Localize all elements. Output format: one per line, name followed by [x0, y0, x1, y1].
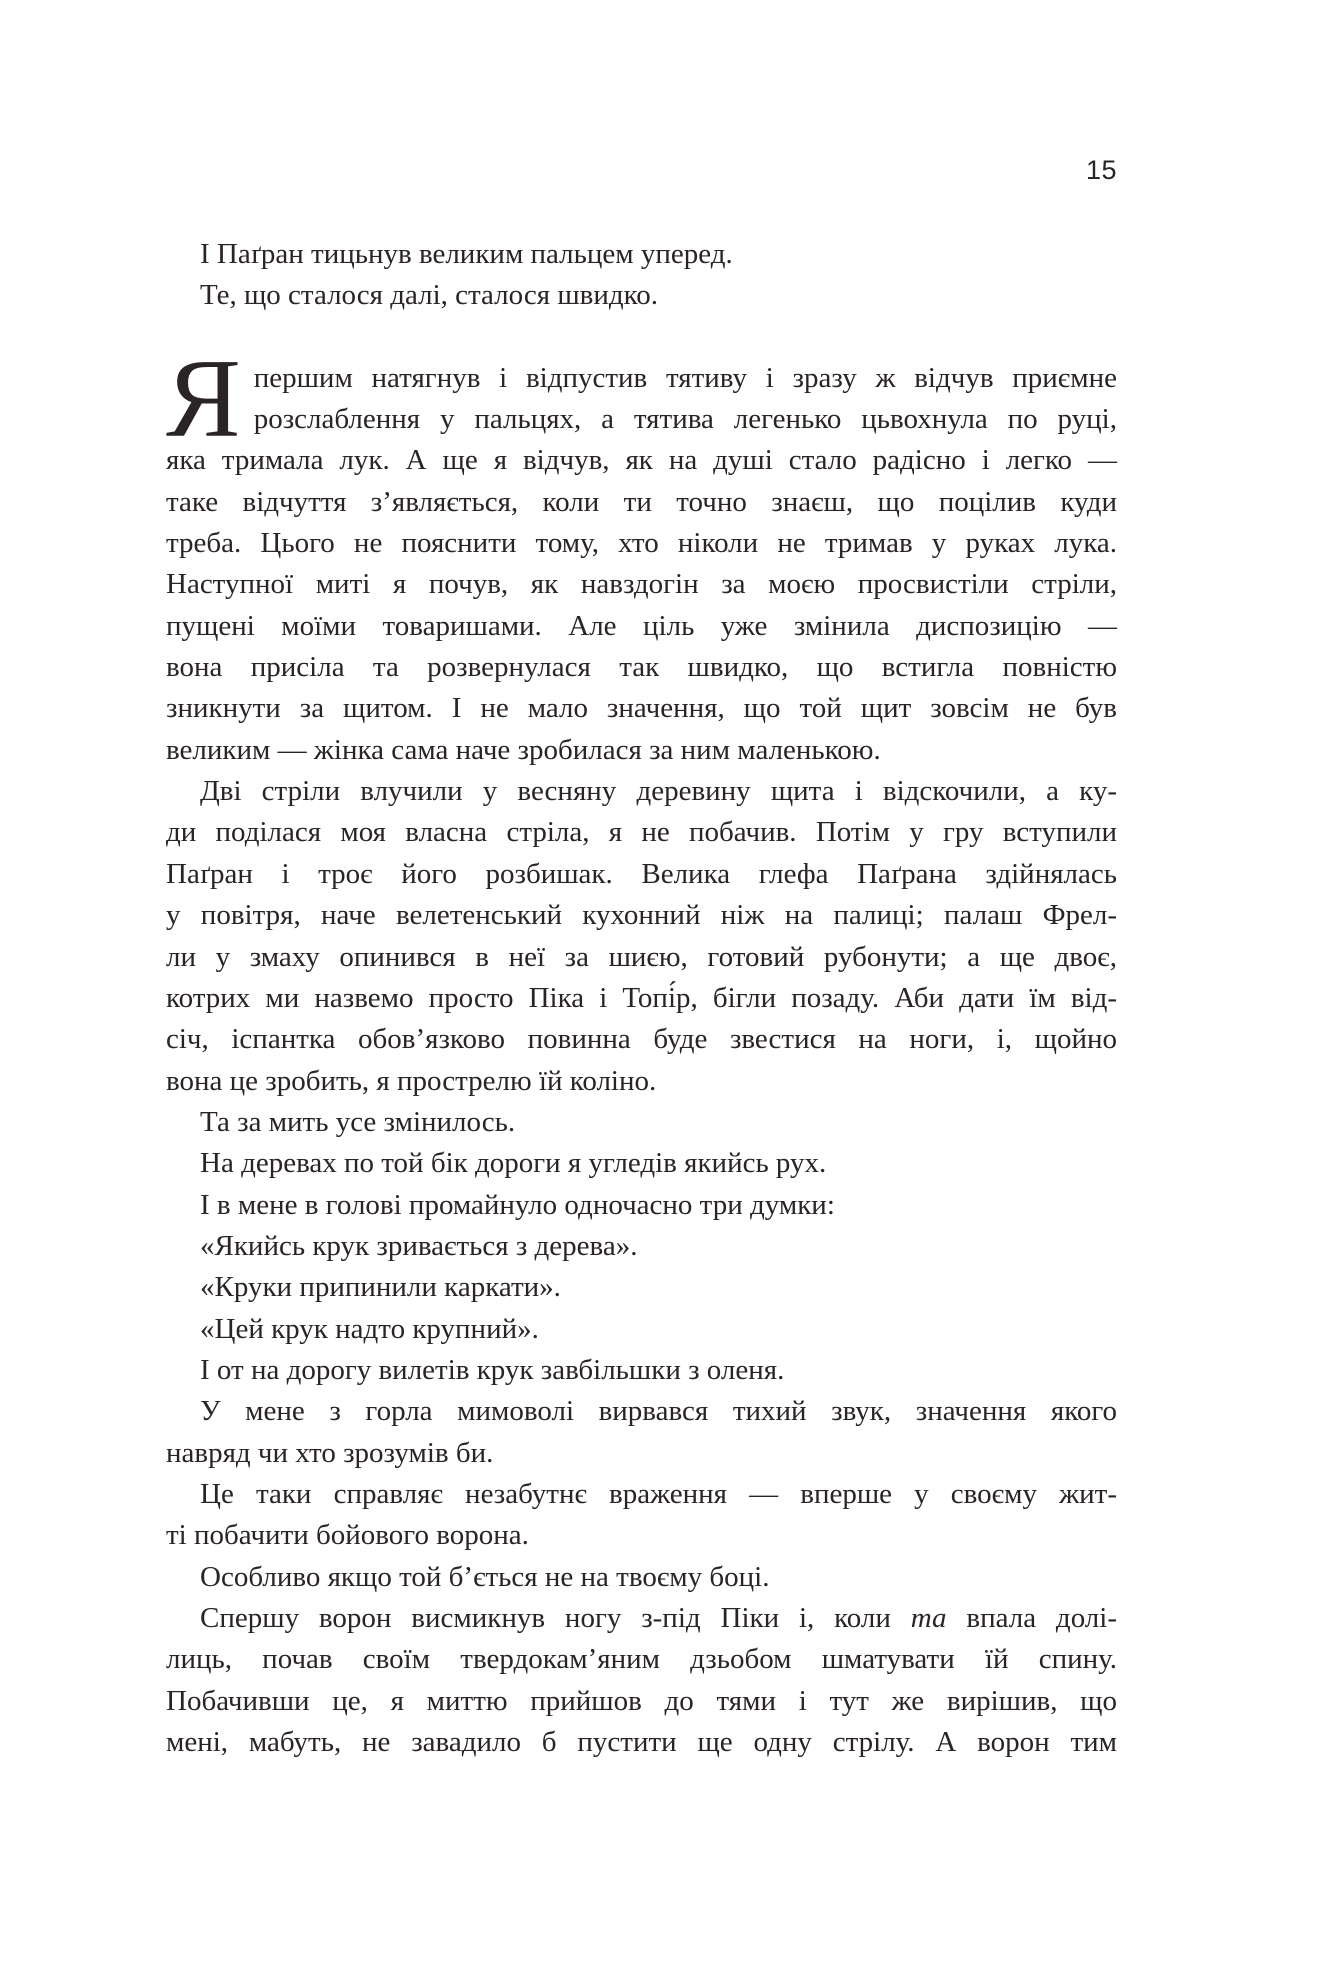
text-line: Наступної миті я почув, як навздогін за моєю просвистіли стріли, [166, 568, 1117, 601]
text-line: І в мене в голові промайнуло одночасно три думки: [200, 1188, 835, 1221]
text-line: Те, що сталося далі, сталося швидко. [200, 279, 658, 312]
paragraph [166, 336, 1117, 771]
text-line: яка тримала лук. А ще я відчув, як на душі стало радісно і легко — [166, 444, 1117, 477]
text-line: навряд чи хто зрозумів би. [166, 1436, 494, 1469]
paragraph [166, 771, 1117, 1102]
paragraph [166, 1102, 1117, 1143]
text-line: вона присіла та розвернулася так швидко, що встигла повністю [166, 651, 1117, 684]
paragraph [166, 275, 1117, 316]
text-line: великим — жінка сама наче зробилася за ним маленькою. [166, 733, 881, 766]
dropcap-letter: Я [166, 336, 241, 461]
paragraph [166, 1391, 1117, 1474]
text-line: ті побачити бойового ворона. [166, 1519, 529, 1552]
paragraph [166, 1350, 1117, 1391]
text-line: Та за мить усе змінилось. [200, 1105, 516, 1138]
text-block [166, 234, 1117, 1763]
paragraph [166, 1474, 1117, 1557]
paragraph [166, 1185, 1117, 1226]
text-line: першим натягнув і відпустив тятиву і зразу ж відчув приємне [253, 361, 1117, 394]
text-line: Дві стріли влучили у весняну деревину щита і відскочили, а ку- [200, 775, 1117, 808]
paragraph [166, 1557, 1117, 1598]
text-line: таке відчуття з’являється, коли ти точно знаєш, що поцілив куди [166, 485, 1117, 518]
text-line: мені, мабуть, не завадило б пустити ще одну стрілу. А ворон тим [166, 1726, 1117, 1759]
text-line: Спершу ворон висмикнув ногу з-під Піки і, коли та впала долі- [200, 1602, 1117, 1634]
text-line: котрих ми назвемо просто Піка і Топі́р, бігли позаду. Аби дати їм від- [166, 981, 1117, 1014]
paragraph [166, 1226, 1117, 1267]
text-line: пущені моїми товаришами. Але ціль уже змінила диспозицію — [166, 609, 1117, 642]
text-line: «Цей крук надто крупний». [200, 1312, 539, 1345]
text-line: Це таки справляє незабутнє враження — вперше у своєму жит- [200, 1477, 1117, 1510]
paragraph [166, 1598, 1117, 1763]
text-line: Побачивши це, я миттю прийшов до тями і тут же вирішив, що [166, 1684, 1117, 1717]
text-line: І Паґран тицьнув великим пальцем уперед. [200, 238, 733, 270]
paragraph [166, 1309, 1117, 1350]
text-line: ди поділася моя власна стріла, я не побачив. Потім у гру вступили [166, 816, 1117, 849]
text-line: І от на дорогу вилетів крук завбільшки з оленя. [200, 1353, 785, 1386]
text-line: На деревах по той бік дороги я угледів якийсь рух. [200, 1147, 827, 1180]
text-line: січ, іспантка обов’язково повинна буде звестися на ноги, і, щойно [166, 1023, 1117, 1056]
italic-word: та [910, 1602, 947, 1634]
text-line: «Якийсь крук зривається з дерева». [200, 1229, 638, 1262]
paragraph [166, 234, 1117, 275]
text-line: у повітря, наче велетенський кухонний ніж на палиці; палаш Фрел- [166, 899, 1117, 932]
text-line: «Круки припинили каркати». [200, 1271, 561, 1304]
text-line: ли у змаху опинився в неї за шиєю, готовий рубонути; а ще двоє, [166, 940, 1117, 973]
text-line: У мене з горла мимоволі вирвався тихий звук, значення якого [200, 1395, 1117, 1428]
text-line: лиць, почав своїм твердокам’яним дзьобом шматувати їй спину. [166, 1643, 1117, 1676]
paragraph [166, 1143, 1117, 1184]
text-line: вона це зробить, я прострелю їй коліно. [166, 1064, 657, 1097]
text-line: Особливо якщо той б’ється не на твоєму боці. [200, 1560, 770, 1593]
text-line: розслаблення у пальцях, а тятива легенько цьвохнула по руці, [253, 403, 1117, 436]
text-line: зникнути за щитом. І не мало значення, що той щит зовсім не був [166, 692, 1117, 725]
paragraph [166, 1267, 1117, 1308]
text-line: Паґран і троє його розбишак. Велика глефа Паґрана здійнялась [166, 857, 1117, 890]
text-line: треба. Цього не пояснити тому, хто ніколи не тримав у руках лука. [166, 527, 1117, 560]
page-number: 15 [1085, 155, 1117, 185]
